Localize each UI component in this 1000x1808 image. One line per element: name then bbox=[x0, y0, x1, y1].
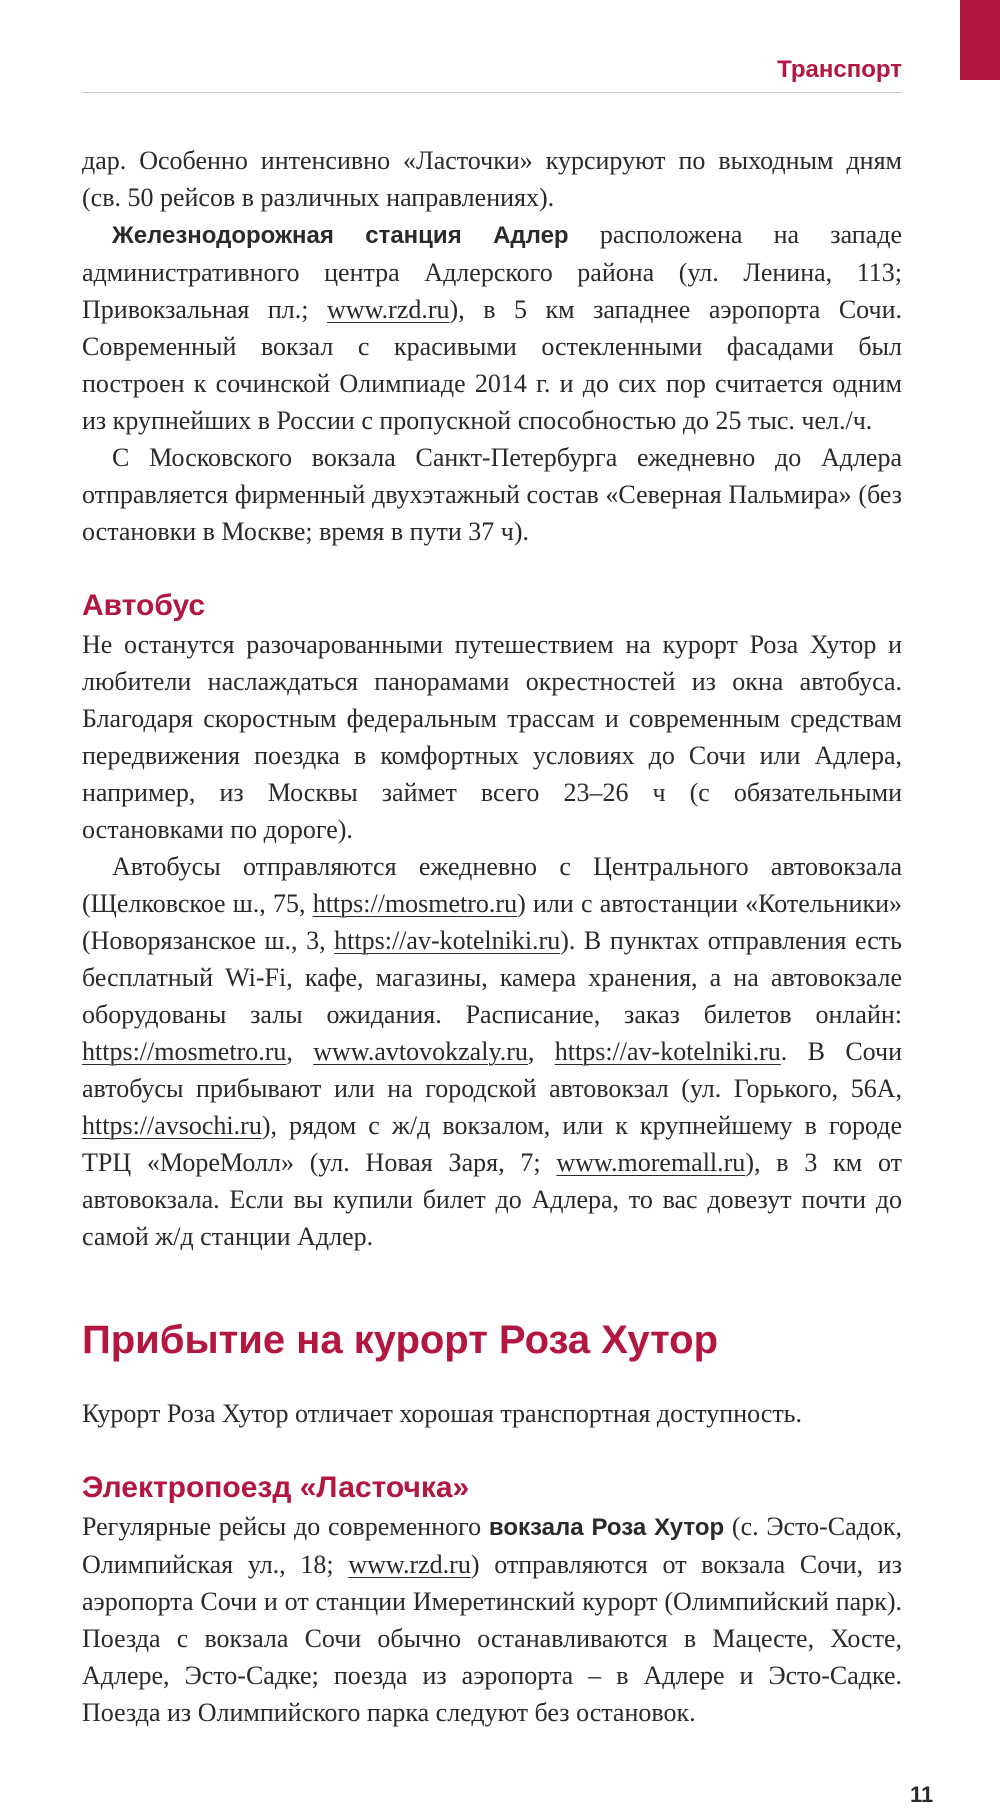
text-run: ), рядом с ж/д вокзалом, или к крупнейшему в городе ТРЦ «МореМолл» (ул. Новая Заря, 7; bbox=[82, 1111, 902, 1177]
chapter-heading-arrival: Прибытие на курорт Роза Хутор bbox=[82, 1318, 719, 1362]
page-number: 11 bbox=[910, 1782, 934, 1807]
text-run: . В Сочи автобусы прибывают или на городской автовокзал (ул. Горького, 56А, bbox=[82, 1037, 902, 1103]
section-heading-bus: Автобус bbox=[82, 589, 206, 622]
link-avtovokzaly[interactable]: www.avtovokzaly.ru bbox=[313, 1037, 528, 1066]
bold-term: Железнодорожная станция Адлер bbox=[112, 222, 569, 249]
link-avsochi[interactable]: https://avsochi.ru bbox=[82, 1111, 262, 1140]
text-run: ). В пунктах отправления есть бесплатный Wi-Fi, кафе, магазины, камера хранения, а на автовокзале оборудованы залы ожидания. Расписание, заказ билетов онлайн: bbox=[82, 926, 902, 1029]
text-run: расположена на западе административного центра Адлерского района (ул. Ленина, 113; Привокзальная пл.; bbox=[82, 220, 902, 324]
bold-term: вокзала Роза Хутор bbox=[488, 1514, 725, 1541]
paragraph: С Московского вокзала Санкт-Петербурга ежедневно до Адлера отправляется фирменный двухэтажный состав «Северная Пальмира» (без остановки в Москве; время в пути 37 ч). bbox=[82, 443, 902, 546]
paragraph: Не останутся разочарованными путешествием на курорт Роза Хутор и любители наслаждаться панорамами окрестностей из окна автобуса. Благодаря скоростным федеральным трассам и современным средствам передвижения поездка в комфортных условиях до Сочи или Адлера, например, из Москвы займет всего 23–26 ч (с обязательными остановками по дороге). bbox=[82, 630, 902, 844]
paragraph bbox=[82, 1508, 902, 1731]
running-header bbox=[82, 52, 902, 93]
link-rzd[interactable]: www.rzd.ru bbox=[327, 295, 450, 324]
link-av-kotelniki[interactable]: https://av-kotelniki.ru bbox=[554, 1037, 781, 1066]
link-rzd[interactable]: www.rzd.ru bbox=[348, 1550, 471, 1579]
paragraph bbox=[82, 216, 902, 439]
text-run: Автобусы отправляются ежедневно с Центрального автовокзала (Щелковское ш., 75, bbox=[82, 852, 902, 918]
page-content bbox=[82, 142, 902, 1731]
link-av-kotelniki[interactable]: https://av-kotelniki.ru bbox=[334, 926, 561, 955]
section-color-tab bbox=[960, 0, 1000, 80]
paragraph bbox=[82, 848, 902, 1255]
link-mosmetro[interactable]: https://mosmetro.ru bbox=[312, 889, 518, 918]
paragraph: Курорт Роза Хутор отличает хорошая транспортная доступность. bbox=[82, 1399, 803, 1428]
paragraph: дар. Особенно интенсивно «Ласточки» курсируют по выходным дням (св. 50 рейсов в различных направлениях). bbox=[82, 146, 902, 212]
link-mosmetro[interactable]: https://mosmetro.ru bbox=[82, 1037, 287, 1066]
text-run: ) отправляются от вокзала Сочи, из аэропорта Сочи и от станции Имеретинский курорт (Олимпийский парк). Поезда с вокзала Сочи обычно останавливаются в Мацесте, Хосте, Адлере, Эсто-Садке; поезда из аэропорта – в Адлере и Эсто-Садке. Поезда из Олимпийского парка следуют без остановок. bbox=[82, 1550, 902, 1727]
link-moremall[interactable]: www.moremall.ru bbox=[556, 1148, 746, 1177]
running-header-title: Транспорт bbox=[777, 56, 902, 83]
text-run: ), в 5 км западнее аэропорта Сочи. Современный вокзал с красивыми остекленными фасадами был построен к сочинской Олимпиаде 2014 г. и до сих пор считается одним из крупнейших в России с пропускной способностью до 25 тыс. чел./ч. bbox=[82, 295, 902, 435]
text-run: (с. Эсто-Садок, Олимпийская ул., 18; bbox=[82, 1512, 902, 1579]
text-run: Регулярные рейсы до современного bbox=[82, 1512, 489, 1541]
text-run: ) или с автостанции «Котельники» (Новорязанское ш., 3, bbox=[82, 889, 902, 955]
text-run: ), в 3 км от автовокзала. Если вы купили билет до Адлера, то вас довезут почти до самой ж/д станции Адлер. bbox=[82, 1148, 902, 1251]
text-run: , bbox=[286, 1037, 314, 1066]
section-heading-train: Электропоезд «Ласточка» bbox=[82, 1471, 470, 1504]
text-run: , bbox=[527, 1037, 555, 1066]
